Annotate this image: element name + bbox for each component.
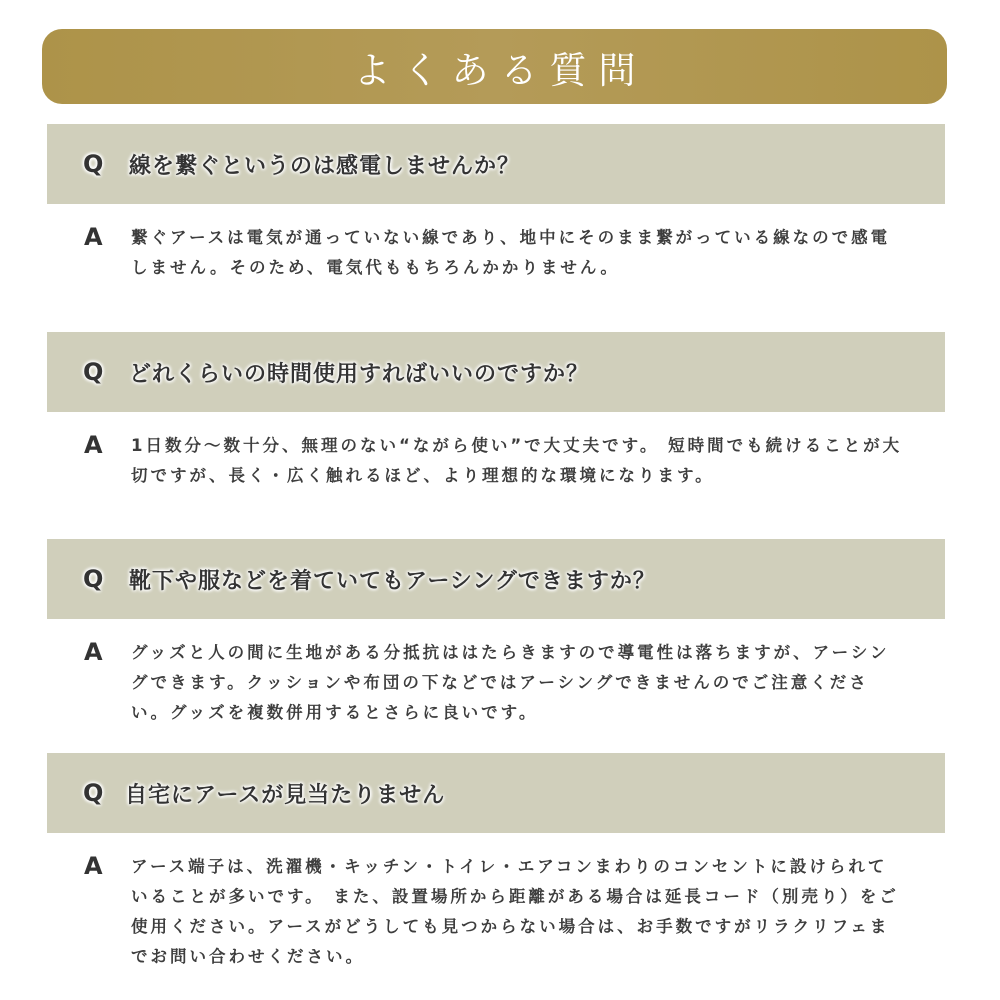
- answer-text: グッズと人の間に生地がある分抵抗ははたらきますので導電性は落ちますが、アーシングできます。クッションや布団の下などではアーシングできませんのでご注意ください。グッズを複数併用するとさらに良いです。: [131, 643, 890, 722]
- q-mark: Q: [83, 358, 104, 386]
- question-text: 線を繋ぐというのは感電しませんか？: [129, 153, 521, 179]
- faq-header-banner: [42, 29, 947, 104]
- faq-question-4: [47, 753, 945, 833]
- q-mark: Q: [83, 565, 104, 593]
- a-mark: A: [84, 223, 103, 251]
- faq-question-3: [47, 539, 945, 619]
- q-mark: Q: [83, 150, 104, 178]
- faq-question-2: [47, 332, 945, 412]
- answer-text: 繋ぐアースは電気が通っていない線であり、地中にそのまま繋がっている線なので感電しません。そのため、電気代ももちろんかかりません。: [131, 228, 891, 277]
- page-title: よくある質問: [353, 48, 648, 92]
- a-mark: A: [84, 431, 103, 459]
- question-text: どれくらいの時間使用すればいいのですか？: [129, 361, 590, 387]
- q-mark: Q: [83, 779, 104, 807]
- a-mark: A: [84, 638, 103, 666]
- answer-text: 1日数分～数十分、無理のない“ながら使い”で大丈夫です。 短時間でも続けることが大切ですが、長く・広く触れるほど、より理想的な環境になります。: [131, 436, 903, 485]
- question-text: 靴下や服などを着ていてもアーシングできますか？: [129, 568, 656, 594]
- answer-text: アース端子は、洗濯機・キッチン・トイレ・エアコンまわりのコンセントに設けられていることが多いです。 また、設置場所から距離がある場合は延長コード（別売り）をご使用ください。アースがどうしても見つからない場合は、お手数ですがリラクリフェまでお問い合わせください。: [131, 857, 899, 966]
- faq-question-1: [47, 124, 945, 204]
- a-mark: A: [84, 852, 103, 880]
- question-text: 自宅にアースが見当たりません: [125, 782, 446, 808]
